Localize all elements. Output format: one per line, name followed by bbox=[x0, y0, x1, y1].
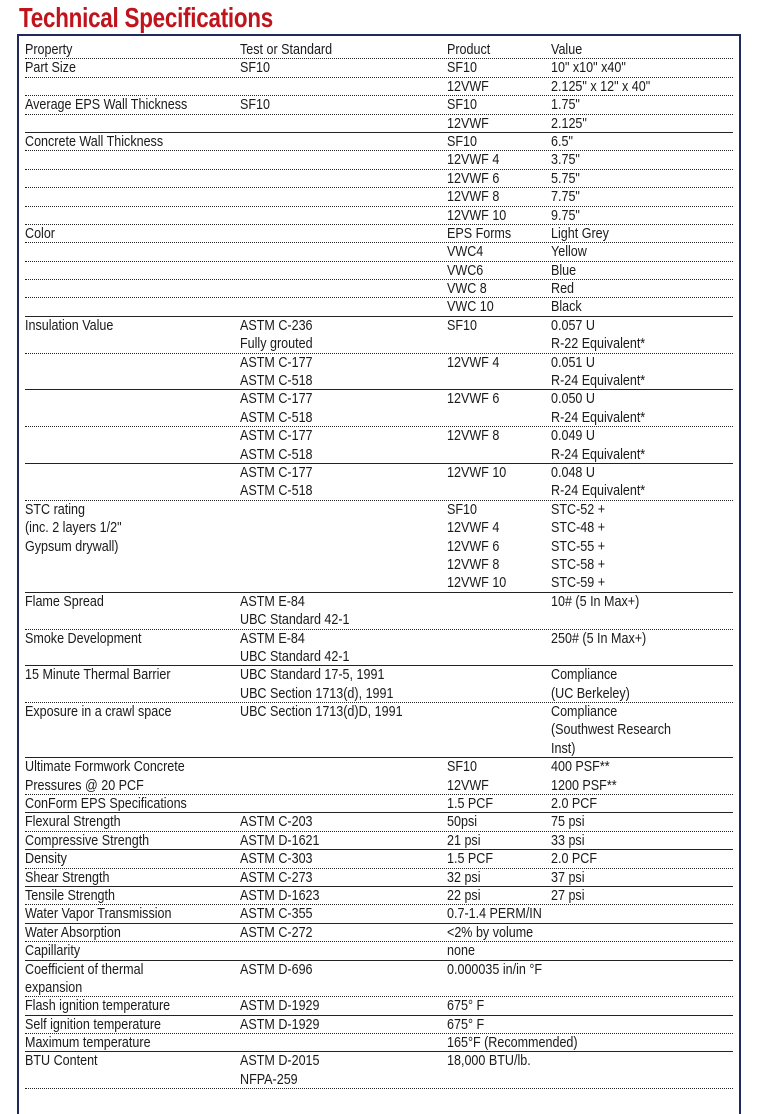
cell-value: Compliance bbox=[551, 704, 618, 721]
table-row bbox=[25, 538, 733, 556]
cell-value: 400 PSF** bbox=[551, 759, 610, 776]
cell-product: 12VWF bbox=[447, 115, 489, 132]
cell-product: 12VWF bbox=[447, 777, 489, 794]
cell-property: Water Absorption bbox=[25, 924, 121, 941]
cell-property: Capillarity bbox=[25, 943, 81, 960]
cell-property: Water Vapor Transmission bbox=[25, 906, 172, 923]
table-row bbox=[25, 262, 733, 280]
cell-product: 0.7-1.4 PERM/IN bbox=[447, 906, 542, 923]
table-row bbox=[25, 961, 733, 979]
cell-value: 250# (5 In Max+) bbox=[551, 630, 647, 647]
table-row bbox=[25, 869, 733, 887]
cell-product: 675° F bbox=[447, 1016, 485, 1033]
cell-standard: ASTM C-177 bbox=[240, 391, 313, 408]
cell-value: 2.125" bbox=[551, 115, 587, 132]
cell-standard: ASTM C-303 bbox=[240, 851, 313, 868]
cell-product: 12VWF 8 bbox=[447, 428, 500, 445]
table-row bbox=[25, 574, 733, 592]
cell-property: Flexural Strength bbox=[25, 814, 121, 831]
cell-value: (Southwest Research bbox=[551, 722, 671, 739]
cell-product: <2% by volume bbox=[447, 924, 534, 941]
cell-value: 33 psi bbox=[551, 832, 585, 849]
table-header bbox=[25, 41, 733, 59]
cell-product: VWC4 bbox=[447, 244, 484, 261]
cell-property: Tensile Strength bbox=[25, 887, 116, 904]
cell-value: STC-55 + bbox=[551, 538, 606, 555]
cell-value: 75 psi bbox=[551, 814, 585, 831]
cell-value: Black bbox=[551, 299, 582, 316]
cell-standard: ASTM D-2015 bbox=[240, 1053, 320, 1070]
cell-product: 12VWF 4 bbox=[447, 520, 500, 537]
table-row bbox=[25, 151, 733, 169]
cell-property: expansion bbox=[25, 979, 83, 996]
cell-product: 50psi bbox=[447, 814, 478, 831]
cell-property: Density bbox=[25, 851, 67, 868]
table-row bbox=[25, 630, 733, 648]
cell-property: Flame Spread bbox=[25, 593, 104, 610]
table-row bbox=[25, 354, 733, 372]
cell-value: 10# (5 In Max+) bbox=[551, 593, 640, 610]
cell-product: 12VWF 10 bbox=[447, 575, 507, 592]
table-row bbox=[25, 427, 733, 445]
cell-property: Coefficient of thermal bbox=[25, 961, 144, 978]
cell-property: Average EPS Wall Thickness bbox=[25, 97, 188, 114]
cell-product: 1.5 PCF bbox=[447, 796, 494, 813]
cell-product: SF10 bbox=[447, 759, 478, 776]
table-row bbox=[25, 593, 733, 611]
cell-property: Shear Strength bbox=[25, 869, 110, 886]
table-row bbox=[25, 188, 733, 206]
cell-product: 12VWF 8 bbox=[447, 556, 500, 573]
cell-property: Self ignition temperature bbox=[25, 1016, 162, 1033]
cell-value: STC-48 + bbox=[551, 520, 606, 537]
table-row bbox=[25, 556, 733, 574]
cell-value: 0.050 U bbox=[551, 391, 595, 408]
table-row bbox=[25, 703, 733, 721]
table-row bbox=[25, 721, 733, 739]
cell-product: VWC 10 bbox=[447, 299, 494, 316]
cell-product: none bbox=[447, 943, 475, 960]
cell-standard: ASTM E-84 bbox=[240, 593, 305, 610]
table-row bbox=[25, 280, 733, 298]
table-row bbox=[25, 225, 733, 243]
cell-value: 6.5" bbox=[551, 133, 573, 150]
cell-value: R-24 Equivalent* bbox=[551, 409, 646, 426]
table-row bbox=[25, 740, 733, 758]
cell-property: Concrete Wall Thickness bbox=[25, 133, 164, 150]
cell-property: Gypsum drywall) bbox=[25, 538, 119, 555]
cell-standard: ASTM C-518 bbox=[240, 483, 313, 500]
cell-standard: ASTM D-1929 bbox=[240, 1016, 320, 1033]
cell-standard: ASTM C-177 bbox=[240, 354, 313, 371]
cell-value: 0.057 U bbox=[551, 317, 595, 334]
cell-standard: ASTM E-84 bbox=[240, 630, 305, 647]
table-row bbox=[25, 78, 733, 96]
table-row bbox=[25, 850, 733, 868]
cell-value: R-24 Equivalent* bbox=[551, 483, 646, 500]
cell-product: 165°F (Recommended) bbox=[447, 1035, 578, 1052]
table-row bbox=[25, 997, 733, 1015]
cell-value: 0.051 U bbox=[551, 354, 595, 371]
cell-value: Compliance bbox=[551, 667, 618, 684]
cell-value: 2.125" x 12" x 40" bbox=[551, 78, 651, 95]
cell-value: Yellow bbox=[551, 244, 587, 261]
table-row bbox=[25, 409, 733, 427]
cell-product: 12VWF 6 bbox=[447, 538, 500, 555]
cell-standard: UBC Standard 17-5, 1991 bbox=[240, 667, 385, 684]
cell-value: 37 psi bbox=[551, 869, 585, 886]
cell-standard: ASTM C-177 bbox=[240, 464, 313, 481]
cell-value: 0.048 U bbox=[551, 464, 595, 481]
table-row bbox=[25, 777, 733, 795]
cell-value: 9.75" bbox=[551, 207, 580, 224]
table-row bbox=[25, 243, 733, 261]
cell-product: EPS Forms bbox=[447, 225, 512, 242]
cell-value: Red bbox=[551, 281, 575, 298]
cell-standard: NFPA-259 bbox=[240, 1071, 298, 1088]
table-row bbox=[25, 501, 733, 519]
table-row bbox=[25, 942, 733, 960]
cell-standard: UBC Section 1713(d)D, 1991 bbox=[240, 704, 403, 721]
cell-value: 3.75" bbox=[551, 152, 580, 169]
cell-product: SF10 bbox=[447, 317, 478, 334]
table-row bbox=[25, 979, 733, 997]
table-row bbox=[25, 813, 733, 831]
cell-standard: UBC Section 1713(d), 1991 bbox=[240, 685, 394, 702]
cell-value: 1.75" bbox=[551, 97, 580, 114]
table-row bbox=[25, 335, 733, 353]
cell-value: 2.0 PCF bbox=[551, 796, 598, 813]
cell-product: 12VWF bbox=[447, 78, 489, 95]
cell-product: 18,000 BTU/lb. bbox=[447, 1053, 531, 1070]
table-row bbox=[25, 1016, 733, 1034]
cell-product: 12VWF 6 bbox=[447, 170, 500, 187]
table-row bbox=[25, 795, 733, 813]
cell-value: STC-58 + bbox=[551, 556, 606, 573]
cell-value: R-22 Equivalent* bbox=[551, 336, 646, 353]
cell-product: SF10 bbox=[447, 133, 478, 150]
cell-product: SF10 bbox=[447, 501, 478, 518]
cell-value: Blue bbox=[551, 262, 577, 279]
cell-value: STC-59 + bbox=[551, 575, 606, 592]
cell-value: 27 psi bbox=[551, 887, 585, 904]
cell-standard: ASTM C-355 bbox=[240, 906, 313, 923]
cell-standard: ASTM C-203 bbox=[240, 814, 313, 831]
cell-standard: ASTM D-1929 bbox=[240, 998, 320, 1015]
table-row bbox=[25, 317, 733, 335]
cell-standard: ASTM D-696 bbox=[240, 961, 313, 978]
cell-property: Compressive Strength bbox=[25, 832, 150, 849]
table-row bbox=[25, 96, 733, 114]
cell-property: Ultimate Formwork Concrete bbox=[25, 759, 185, 776]
cell-property: BTU Content bbox=[25, 1053, 98, 1070]
cell-standard: ASTM C-236 bbox=[240, 317, 313, 334]
table-row bbox=[25, 924, 733, 942]
table-row bbox=[25, 446, 733, 464]
cell-standard: SF10 bbox=[240, 97, 271, 114]
table-row bbox=[25, 390, 733, 408]
table-row bbox=[25, 298, 733, 316]
cell-value: R-24 Equivalent* bbox=[551, 373, 646, 390]
table-row bbox=[25, 832, 733, 850]
cell-standard: ASTM C-177 bbox=[240, 428, 313, 445]
cell-product: VWC 8 bbox=[447, 281, 487, 298]
table-row bbox=[25, 133, 733, 151]
cell-value: 1200 PSF** bbox=[551, 777, 617, 794]
cell-product: 675° F bbox=[447, 998, 485, 1015]
cell-product: 32 psi bbox=[447, 869, 481, 886]
table-row bbox=[25, 59, 733, 77]
cell-property: Color bbox=[25, 225, 55, 242]
cell-value: 2.0 PCF bbox=[551, 851, 598, 868]
cell-product: 12VWF 6 bbox=[447, 391, 500, 408]
table-row bbox=[25, 1071, 733, 1089]
cell-property: (inc. 2 layers 1/2" bbox=[25, 520, 122, 537]
cell-product: 12VWF 4 bbox=[447, 152, 500, 169]
cell-standard: UBC Standard 42-1 bbox=[240, 648, 350, 665]
cell-property: Exposure in a crawl space bbox=[25, 704, 172, 721]
cell-product: 22 psi bbox=[447, 887, 481, 904]
table-row bbox=[25, 905, 733, 923]
cell-property: 15 Minute Thermal Barrier bbox=[25, 667, 171, 684]
cell-standard: Fully grouted bbox=[240, 336, 313, 353]
cell-value: 10" x10" x40" bbox=[551, 60, 626, 77]
cell-standard: SF10 bbox=[240, 60, 271, 77]
cell-standard: ASTM D-1621 bbox=[240, 832, 320, 849]
cell-property: Smoke Development bbox=[25, 630, 142, 647]
cell-standard: UBC Standard 42-1 bbox=[240, 612, 350, 629]
cell-property: Maximum temperature bbox=[25, 1035, 151, 1052]
cell-value: STC-52 + bbox=[551, 501, 606, 518]
cell-value: R-24 Equivalent* bbox=[551, 446, 646, 463]
cell-product: SF10 bbox=[447, 97, 478, 114]
cell-standard: ASTM D-1623 bbox=[240, 887, 320, 904]
cell-value: 0.049 U bbox=[551, 428, 595, 445]
cell-property: STC rating bbox=[25, 501, 85, 518]
cell-value: (UC Berkeley) bbox=[551, 685, 630, 702]
cell-standard: ASTM C-273 bbox=[240, 869, 313, 886]
cell-value: 7.75" bbox=[551, 189, 580, 206]
cell-product: 21 psi bbox=[447, 832, 481, 849]
table-row bbox=[25, 519, 733, 537]
header-property: Property bbox=[25, 42, 73, 58]
spec-table bbox=[25, 41, 733, 1089]
table-row bbox=[25, 170, 733, 188]
cell-property: Flash ignition temperature bbox=[25, 998, 171, 1015]
cell-property: Part Size bbox=[25, 60, 76, 77]
cell-product: 12VWF 4 bbox=[447, 354, 500, 371]
cell-value: 5.75" bbox=[551, 170, 580, 187]
table-row bbox=[25, 372, 733, 390]
cell-product: 12VWF 10 bbox=[447, 464, 507, 481]
table-row bbox=[25, 1052, 733, 1070]
table-row bbox=[25, 685, 733, 703]
table-row bbox=[25, 666, 733, 684]
cell-standard: ASTM C-518 bbox=[240, 373, 313, 390]
cell-property: ConForm EPS Specifications bbox=[25, 796, 187, 813]
cell-product: SF10 bbox=[447, 60, 478, 77]
table-row bbox=[25, 115, 733, 133]
cell-standard: ASTM C-518 bbox=[240, 446, 313, 463]
table-row bbox=[25, 758, 733, 776]
cell-value: Inst) bbox=[551, 740, 576, 757]
header-standard: Test or Standard bbox=[240, 42, 333, 58]
cell-property: Insulation Value bbox=[25, 317, 114, 334]
table-row bbox=[25, 464, 733, 482]
cell-property: Pressures @ 20 PCF bbox=[25, 777, 144, 794]
table-row bbox=[25, 207, 733, 225]
cell-product: 12VWF 10 bbox=[447, 207, 507, 224]
table-row bbox=[25, 611, 733, 629]
cell-product: 0.000035 in/in °F bbox=[447, 961, 543, 978]
header-product: Product bbox=[447, 42, 491, 58]
cell-product: VWC6 bbox=[447, 262, 484, 279]
cell-product: 1.5 PCF bbox=[447, 851, 494, 868]
header-value: Value bbox=[551, 42, 583, 58]
cell-standard: ASTM C-518 bbox=[240, 409, 313, 426]
table-row bbox=[25, 887, 733, 905]
cell-value: Light Grey bbox=[551, 225, 609, 242]
table-row bbox=[25, 482, 733, 500]
table-row bbox=[25, 1034, 733, 1052]
cell-standard: ASTM C-272 bbox=[240, 924, 313, 941]
page-title: Technical Specifications bbox=[19, 2, 273, 33]
table-row bbox=[25, 648, 733, 666]
cell-product: 12VWF 8 bbox=[447, 189, 500, 206]
